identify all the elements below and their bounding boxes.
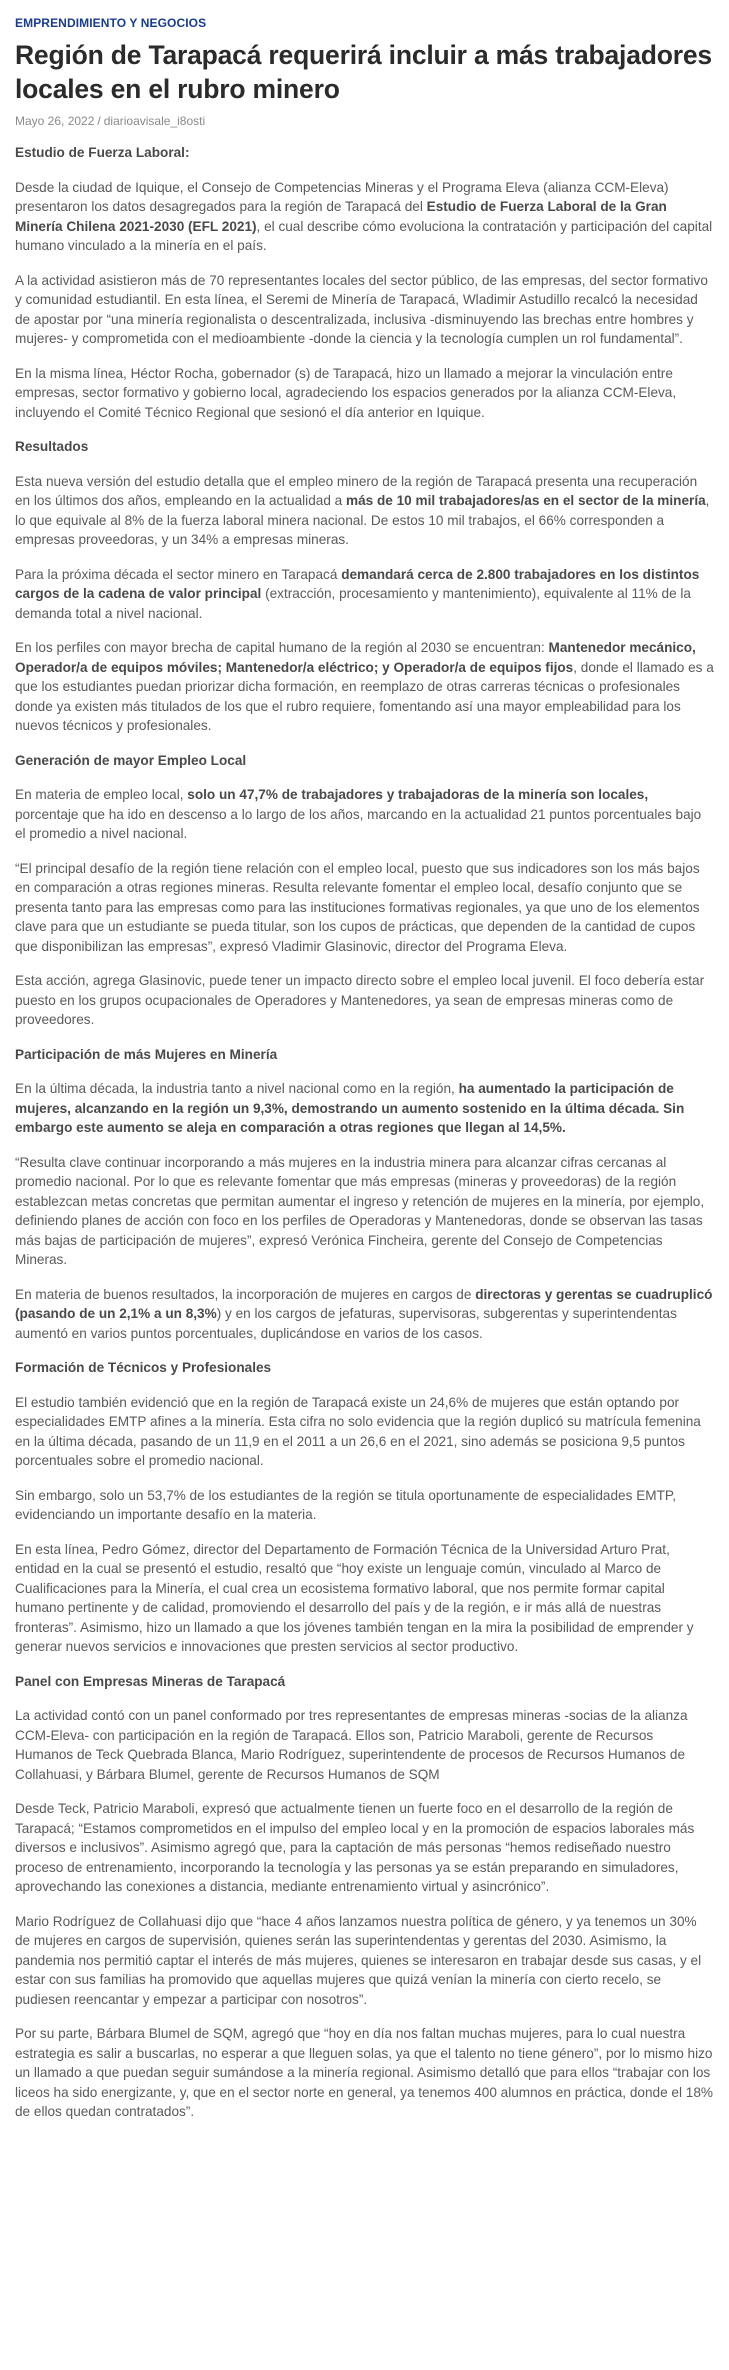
paragraph: Desde Teck, Patricio Maraboli, expresó que actualmente tienen un fuerte foco en el desarrollo de la región de Tarapacá; “Estamos comprometidos en el impulso del empleo local y en la promoción de espacios laborales más diversos e inclusivos”. Asimismo agregó que, para la captación de más personas “hemos rediseñado nuestro proceso de entrenamiento, incorporando la tecnología y las personas ya se están preparando en simuladores, aprovechando las conexiones a distancia, mediante entrenamiento virtual y asincrónico”. <box>15 1801 695 1894</box>
section-heading-empleo-local: Generación de mayor Empleo Local <box>15 752 247 768</box>
section-heading-panel: Panel con Empresas Mineras de Tarapacá <box>15 1673 286 1689</box>
section-heading-estudio: Estudio de Fuerza Laboral: <box>15 145 190 160</box>
section-heading-tecnicos: Formación de Técnicos y Profesionales <box>15 1360 272 1375</box>
paragraph: A la actividad asistieron más de 70 representantes locales del sector público, de las empresas, del sector formativo y comunidad estudiantil. En esta línea, el Seremi de Minería de Tarapacá, Wladimir Astudillo recalcó la necesidad de apostar por “una minería regionalista o descentralizada, inclusiva -disminuyendo las brechas entre hombres y mujeres- y comprometida con el medioambiente -donde la ciencia y la tecnología cumplen un rol fundamental”. <box>15 272 708 346</box>
paragraph: Desde la ciudad de Iquique, el Consejo de Competencias Mineras y el Programa Eleva (alianza CCM-Eleva) presentaron los datos desagregados para la región de Tarapacá del Estudio de Fuerza Laboral de la Gran Minería Chilena 2021-2030 (EFL 2021), el cual describe cómo evoluciona la contratación y participación del capital humano vinculado a la minería en el país. <box>15 179 713 253</box>
paragraph: En materia de buenos resultados, la incorporación de mujeres en cargos de directoras y gerentas se cuadruplicó (pasando de un 2,1% a un 8,3%) y en los cargos de jefaturas, supervisoras, subgerentas y superintendentas aumentó en varios puntos porcentuales, duplicándose en varios de los casos. <box>15 1286 713 1341</box>
paragraph: Para la próxima década el sector minero en Tarapacá demandará cerca de 2.800 trabajadores en los distintos cargos de la cadena de valor principal (extracción, procesamiento y mantenimiento), equivalente al 11% de la demanda total a nivel nacional. <box>15 566 700 621</box>
author-name: diarioavisale_i8osti <box>103 114 206 128</box>
paragraph: Sin embargo, solo un 53,7% de los estudiantes de la región se titula oportunamente de especialidades EMTP, evidenciando un importante desafío en la materia. <box>15 1487 676 1522</box>
paragraph: Esta acción, agrega Glasinovic, puede tener un impacto directo sobre el empleo local juvenil. El foco debería estar puesto en los grupos ocupacionales de Operadores y Mantenedores, ya sean de empresas mineras como de proveedores. <box>15 973 705 1027</box>
paragraph: “El principal desafío de la región tiene relación con el empleo local, puesto que sus indicadores son los más bajos en comparación a otras regiones mineras. Resulta relevante fomentar el empleo local, desafío conjunto que se presenta tanto para las empresas como para las instituciones formativas regionales, ya que uno de los elementos clave para que un estudiante se pueda titular, son los cupos de prácticas, que dependen de la cantidad de cupos que disponibilizan las empresas”, expresó Vladimir Glasinovic, director del Programa Eleva. <box>15 860 700 954</box>
paragraph: En esta línea, Pedro Gómez, director del Departamento de Formación Técnica de la Universidad Arturo Prat, entidad en la cual se presentó el estudio, resaltó que “hoy existe un lenguaje común, vinculado al Marco de Cualificaciones para la Minería, el cual crea un ecosistema formativo laboral, que nos permite formar capital humano pertinente y de calidad, promoviendo el desarrollo del país y de la región, e ir más allá de nuestras fronteras”. Asimismo, hizo un llamado a que los jóvenes también tengan en la mira la posibilidad de emprender y generar nuevos servicios e innovaciones que presten servicios al sector productivo. <box>15 1541 694 1654</box>
paragraph: En materia de empleo local, solo un 47,7% de trabajadores y trabajadoras de la minería son locales, porcentaje que ha ido en descenso a lo largo de los años, marcando en la actualidad 21 puntos porcentuales bajo el promedio a nivel nacional. <box>15 787 702 841</box>
paragraph: “Resulta clave continuar incorporando a más mujeres en la industria minera para alcanzar cifras cercanas al promedio nacional. Por lo que es relevante fomentar que más empresas (mineras y proveedoras) de la región establezcan metas concretas que permitan aumentar el ingreso y retención de mujeres en la minería, por ejemplo, definiendo planes de acción con foco en los perfiles de Operadoras y Mantenedoras, donde se observan las tasas más bajas de participación de mujeres”, expresó Verónica Fincheira, gerente del Consejo de Competencias Mineras. <box>15 1154 705 1267</box>
publish-date: Mayo 26, 2022 <box>15 114 95 128</box>
paragraph: Por su parte, Bárbara Blumel de SQM, agregó que “hoy en día nos faltan muchas mujeres, para lo cual nuestra estrategia es salir a buscarlas, no esperar a que lleguen solas, ya que el talento no tiene género”, por lo mismo hizo un llamado a que puedan seguir sumándose a la minería regional. Asimismo detalló que para ellos “trabajar con los liceos ha sido energizante, y, que en el sector norte en general, ya tenemos 400 alumnos en práctica, donde el 18% de ellos quedan contratados”. <box>15 2026 714 2119</box>
category-link[interactable]: EMPRENDIMIENTO Y NEGOCIOS <box>15 16 207 30</box>
paragraph: Esta nueva versión del estudio detalla que el empleo minero de la región de Tarapacá presenta una recuperación en los últimos dos años, empleando en la actualidad a más de 10 mil trabajadores/as en el sector de la minería, lo que equivale al 8% de la fuerza laboral minera nacional. De estos 10 mil trabajos, el 66% corresponden a empresas proveedoras, y un 34% a empresas mineras. <box>15 473 710 547</box>
article-meta <box>15 114 714 128</box>
paragraph: En los perfiles con mayor brecha de capital humano de la región al 2030 se encuentran: Mantenedor mecánico, Operador/a de equipos móviles; Mantenedor/a eléctrico; y Operador/a de equipos fijos, donde el llamado es a que los estudiantes puedan priorizar dicha formación, en reemplazo de otras carreras técnicas o profesionales donde ya existen más titulados de los que el rubro requiere, fomentando así una mayor empleabilidad para los nuevos técnicos y profesionales. <box>15 640 714 733</box>
paragraph: Mario Rodríguez de Collahuasi dijo que “hace 4 años lanzamos nuestra política de género, y ya tenemos un 30% de mujeres en cargos de supervisión, quienes serán las superintendentas y gerentas del 2030. Asimismo, la pandemia nos permitió captar el interés de más mujeres, quienes se interesaron en trabajar desde sus casas, y el estar con sus familias ha promovido que aquellas mujeres que quizá venían la minería con cierto recelo, se pudiesen reencantar y empezar a participar con nosotros”. <box>15 1913 702 2007</box>
paragraph: En la última década, la industria tanto a nivel nacional como en la región, ha aumentado la participación de mujeres, alcanzando en la región un 9,3%, demostrando un aumento sostenido en la última década. Sin embargo este aumento se aleja en comparación a otras regiones que llegan al 14,5%. <box>15 1081 685 1135</box>
meta-separator: / <box>97 114 101 128</box>
article-title: Región de Tarapacá requerirá incluir a más trabajadores locales en el rubro minero <box>15 40 712 104</box>
section-heading-mujeres: Participación de más Mujeres en Minería <box>15 1046 278 1062</box>
section-heading-resultados: Resultados <box>15 439 89 454</box>
paragraph: El estudio también evidenció que en la región de Tarapacá existe un 24,6% de mujeres que están optando por especialidades EMTP afines a la minería. Esta cifra no solo evidencia que la región duplicó su matrícula femenina en la última década, pasando de un 11,9 en el 2011 a un 26,6 en el 2021, sino además se posiciona 9,5 puntos porcentuales sobre el promedio nacional. <box>15 1394 701 1468</box>
article-body <box>15 143 714 2122</box>
paragraph: La actividad contó con un panel conformado por tres representantes de empresas mineras -socias de la alianza CCM-Eleva- con participación en la región de Tarapacá. Ellos son, Patricio Maraboli, gerente de Recursos Humanos de Teck Quebrada Blanca, Mario Rodríguez, superintendente de procesos de Recursos Humanos de Collahuasi, y Bárbara Blumel, gerente de Recursos Humanos de SQM <box>15 1708 688 1782</box>
paragraph: En la misma línea, Héctor Rocha, gobernador (s) de Tarapacá, hizo un llamado a mejorar la vinculación entre empresas, sector formativo y gobierno local, agradeciendo los espacios generados por la alianza CCM-Eleva, incluyendo el Comité Técnico Regional que sesionó el día anterior en Iquique. <box>15 365 677 420</box>
